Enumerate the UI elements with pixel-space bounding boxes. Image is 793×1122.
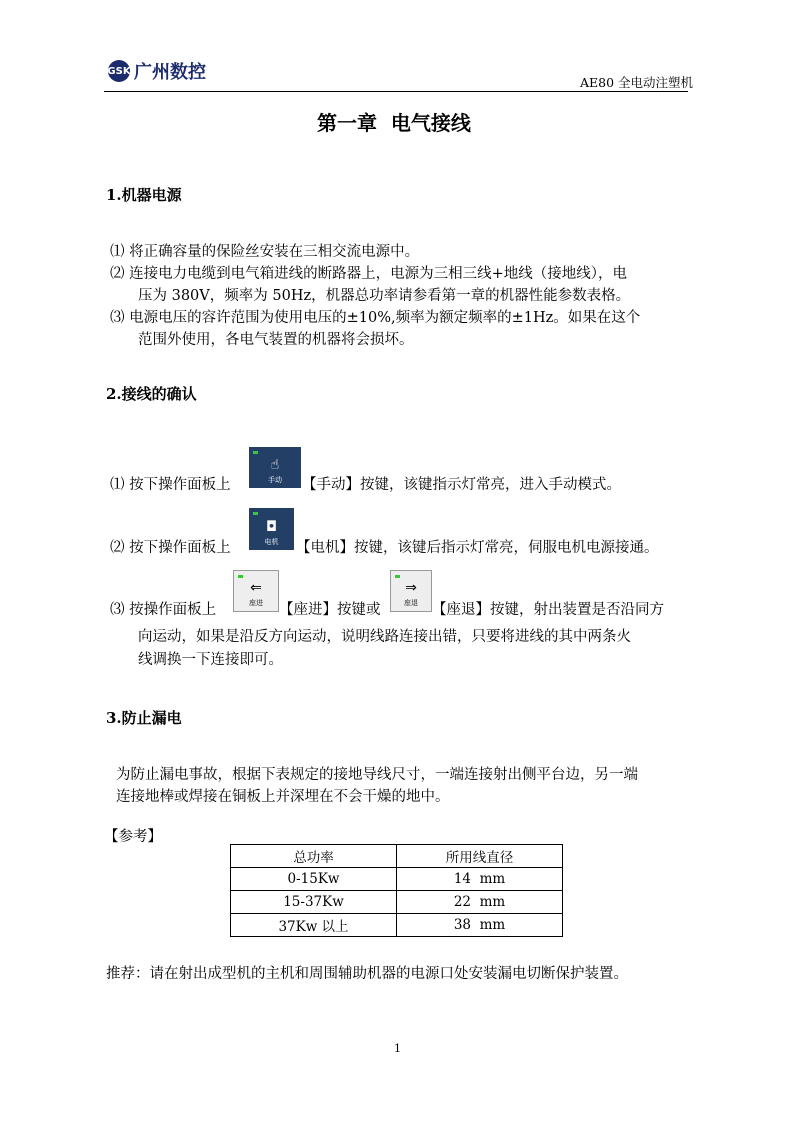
section-title: 1.机器电源 [106,186,182,204]
cell: 22 mm [397,891,563,914]
list-item-text: ⑴ 按下操作面板上 [110,477,231,493]
list-item: 压为 380V，频率为 50Hz，机器总功率请参看第一章的机器性能参数表格。 [138,288,631,304]
carriage-back-key-icon: ⇒ 座退 [390,570,432,612]
list-item-text: 【座退】按键，射出装置是否沿同方 [432,602,664,618]
paragraph: 为防止漏电事故，根据下表规定的接地导线尺寸，一端连接射出侧平台边，另一端 [116,767,638,783]
ground-wire-table [230,844,563,937]
list-item-text: 向运动，如果是沿反方向运动，说明线路连接出错，只要将进线的其中两条火 [138,629,631,645]
header-divider [104,91,688,92]
paragraph: 连接地棒或焊接在铜板上并深埋在不会干燥的地中。 [116,789,450,805]
list-item: ⑵ 连接电力电缆到电气箱进线的断路器上，电源为三相三线+地线（接地线），电 [110,266,628,282]
list-item: ⑴ 将正确容量的保险丝安装在三相交流电源中。 [110,244,420,260]
header-cell: 总功率 [231,845,397,868]
cell: 37Kw 以上 [231,914,397,937]
manual-key-icon: ☝ 手动 [249,447,301,488]
header-cell: 所用线直径 [397,845,563,868]
cell: 15-37Kw [231,891,397,914]
company-logo [108,58,206,84]
doc-title: AE80 全电动注塑机 [580,75,694,90]
key-label: 手动 [268,476,282,484]
list-item: 范围外使用，各电气装置的机器将会损坏。 [138,332,414,348]
section-title: 3.防止漏电 [106,709,182,727]
list-item-text: ⑶ 按操作面板上 [110,602,217,618]
carriage-forward-key-icon: ⇐ 座进 [233,570,279,612]
list-item-text: 【座进】按键或 [279,602,381,618]
section-title: 2.接线的确认 [106,385,197,403]
list-item-text: 【电机】按键，该键后指示灯常亮，伺服电机电源接通。 [296,540,659,556]
motor-key-icon: ◘ 电机 [249,508,294,550]
cell: 14 mm [397,868,563,891]
key-label: 电机 [264,538,279,546]
chapter-title: 第一章 电气接线 [317,111,471,135]
table-row [231,914,563,937]
table-row [231,868,563,891]
list-item-text: 线调换一下连接即可。 [138,652,283,668]
list-item: ⑶ 电源电压的容许范围为使用电压的±10%,频率为额定频率的±1Hz。如果在这个 [110,310,641,326]
logo-mark: GSK [108,60,130,82]
cell: 38 mm [397,914,563,937]
key-label: 座退 [404,599,418,607]
table-header-row [231,845,563,868]
logo-text: 广州数控 [134,62,206,83]
list-item-text: 【手动】按键，该键指示灯常亮，进入手动模式。 [302,477,621,493]
page-number: 1 [394,1042,401,1055]
reference-label: 【参考】 [104,829,162,845]
list-item-text: ⑵ 按下操作面板上 [110,540,231,556]
recommendation: 推荐：请在射出成型机的主机和周围辅助机器的电源口处安装漏电切断保护装置。 [106,966,628,982]
cell: 0-15Kw [231,868,397,891]
key-label: 座进 [249,599,263,607]
table-row [231,891,563,914]
